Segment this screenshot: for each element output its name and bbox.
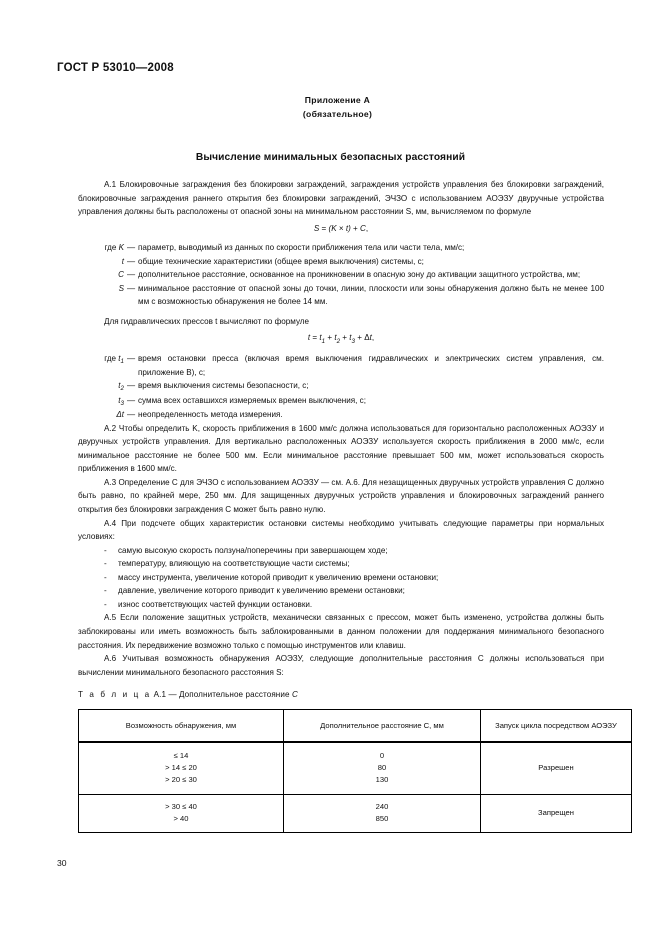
definition-item <box>78 268 604 282</box>
paragraph-a6: А.6 Учитывая возможность обнаружения АОЭЗУ, следующие дополнительные расстояния C должны использоваться при вычислении минимального безопасного расстояния S: <box>78 654 604 677</box>
bullet-dash: - <box>104 586 107 596</box>
table-row <box>79 795 632 833</box>
bullet-dash: - <box>104 559 107 569</box>
definition-symbol: $t_3$ <box>118 395 124 407</box>
list-item <box>78 557 604 571</box>
definition-text: время остановки пресса (включая время выключения гидравлических и электрических систем управления, см. приложение В), с; <box>138 354 604 377</box>
hydraulic-intro <box>78 315 604 329</box>
cell-detection <box>79 795 284 833</box>
annex-label: Приложение А <box>304 95 371 105</box>
hydraulic-intro-text: Для гидравлических прессов t вычисляют по формуле <box>104 316 310 326</box>
page-number: 30 <box>57 858 67 868</box>
list-item <box>78 584 604 598</box>
annex-heading <box>0 93 661 121</box>
definition-dash: — <box>126 283 136 293</box>
definition-list-s <box>78 239 604 309</box>
table-caption-prefix: Т а б л и ц а <box>78 690 152 699</box>
list-item <box>78 571 604 585</box>
list-item-text: износ соответствующих частей функции остановки. <box>118 599 313 609</box>
definition-text: общие технические характеристики (общее время выключения) системы, с; <box>138 256 424 266</box>
cell-distance <box>284 742 481 795</box>
definition-item <box>78 408 604 422</box>
cell-detection <box>79 742 284 795</box>
definition-text: неопределенность метода измерения. <box>138 410 283 420</box>
cell-value: 240 <box>375 801 389 811</box>
table-caption <box>78 690 298 699</box>
definition-text: время выключения системы безопасности, с; <box>138 381 309 391</box>
body-content <box>78 178 604 679</box>
table-header-row <box>79 710 632 743</box>
table-body <box>79 742 632 833</box>
definition-symbol: где K <box>104 243 124 253</box>
definition-symbol: где $t_1$ <box>104 354 124 366</box>
cell-cycle: Разрешен <box>481 742 632 795</box>
list-item-text: самую высокую скорость ползуна/поперечины при завершающем ходе; <box>118 545 388 555</box>
cell-value: 0 <box>379 750 385 760</box>
definition-item <box>78 241 604 255</box>
definition-dash: — <box>126 270 136 280</box>
table-caption-number: А.1 <box>153 690 167 699</box>
bullet-dash: - <box>104 572 107 582</box>
standard-number-header: ГОСТ Р 53010—2008 <box>57 62 174 74</box>
definition-dash: — <box>126 354 136 364</box>
cell-distance <box>284 795 481 833</box>
cell-value: 80 <box>377 762 387 772</box>
definition-list-t <box>78 350 604 422</box>
definition-item <box>78 352 604 379</box>
definition-dash: — <box>126 381 136 391</box>
definition-text: параметр, выводимый из данных по скорости приближения тела или части тела, мм/с; <box>138 243 465 253</box>
cell-value: > 14 ≤ 20 <box>165 762 197 772</box>
list-item-text: массу инструмента, увеличение которой приводит к увеличению времени остановки; <box>118 572 439 582</box>
definition-dash: — <box>126 395 136 405</box>
formula-s: S = (K × t) + C, <box>313 223 369 233</box>
cell-cycle: Запрещен <box>481 795 632 833</box>
paragraph-a5: А.5 Если положение защитных устройств, механически связанных с прессом, может быть изменено, устройства должны быть заблокированы или иметь возможность быть заблокированными в данном положении для поддержания минимального безопасного расстояния. Их передвижение возможно только с помощью инструментов или клавиш. <box>78 613 604 650</box>
definition-dash: — <box>126 243 136 253</box>
paragraph-a3: А.3 Определение C для ЭЧЗО с использованием АОЭЗУ — см. А.6. Для незащищенных двуручных устройств управления C должно быть равно, по крайней мере, 250 мм. Для защищенных двуручных устройств управления и блокировочных заграждений раннего открытия без блокировки заграждения C может быть равно нулю. <box>78 477 604 515</box>
cell-value: > 30 ≤ 40 <box>165 801 197 811</box>
column-header-detection: Возможность обнаружения, мм <box>79 710 284 743</box>
list-item-text: температуру, влияющую на соответствующие части системы; <box>118 559 350 569</box>
definition-text: дополнительное расстояние, основанное на проникновении в опасную зону до активации защитного устройства, мм; <box>138 270 581 280</box>
table-header <box>79 710 632 743</box>
paragraph-a4: А.4 При подсчете общих характеристик остановки системы необходимо учитывать следующие параметры при нормальных условиях: <box>78 518 604 542</box>
table-row <box>79 742 632 795</box>
definition-item <box>78 255 604 269</box>
table-caption-dash: — <box>168 690 177 699</box>
column-header-distance: Дополнительное расстояние C, мм <box>284 710 481 743</box>
cell-value: > 20 ≤ 30 <box>165 775 197 785</box>
definition-symbol: S <box>118 283 124 293</box>
definition-symbol: C <box>118 270 124 280</box>
definition-symbol: $t_2$ <box>118 381 124 393</box>
paragraph-a1: А.1 Блокировочные заграждения без блокировки заграждений, заграждения устройств управления без блокировки заграждений, блокировочные заграждения раннего открытия без блокировки заграждений, ЭЧЗО с использованием АОЭЗУ двуручные устройства управления должны быть расположены от опасной зоны на минимальном расстоянии S, мм, вычисляемом по формуле <box>78 180 604 217</box>
definition-text: сумма всех оставшихся измеряемых времен выключения, с; <box>138 395 366 405</box>
definition-dash: — <box>126 256 136 266</box>
cell-value: 850 <box>375 814 389 823</box>
definition-symbol: t <box>121 256 124 266</box>
cell-value: 130 <box>375 775 389 785</box>
additional-distance-table <box>78 709 632 833</box>
a4-bullet-list <box>78 544 604 612</box>
definition-item <box>78 282 604 309</box>
definition-item <box>78 379 604 394</box>
list-item <box>78 544 604 558</box>
annex-status: (обязательное) <box>302 109 373 119</box>
list-item <box>78 598 604 612</box>
definition-item <box>78 394 604 409</box>
list-item-text: давление, увеличение которого приводит к увеличению времени остановки; <box>118 586 405 596</box>
definition-symbol: Δt <box>116 410 124 420</box>
cell-value: ≤ 14 <box>173 750 189 760</box>
page-title: Вычисление минимальных безопасных расстояний <box>195 152 466 163</box>
table-caption-text: Дополнительное расстояние C <box>179 690 298 699</box>
bullet-dash: - <box>104 545 107 555</box>
paragraph-a2: А.2 Чтобы определить K, скорость приближения в 1600 мм/с должна использоваться для горизонтально расположенных АОЭЗУ и двуручных устройств управления. Для вертикально расположенных АОЭЗУ используется скорость приближения в 2000 мм/с, если минимальное расстояние не более 500 мм. Если минимальное расстояние превышает 500 мм, может использоваться скорость приближения в 1600 мм/с. <box>78 423 604 474</box>
column-header-cycle: Запуск цикла посредством АОЭЗУ <box>481 710 632 743</box>
definition-dash: — <box>126 410 136 420</box>
bullet-dash: - <box>104 599 107 609</box>
definition-text: минимальное расстояние от опасной зоны до точки, линии, плоскости или зоны обнаружения должно быть не менее 100 мм с возможностью обнаружения не более 14 мм. <box>138 283 604 307</box>
formula-t: $t = t_1 + t_2 + t_3 + \Delta t$, <box>307 333 375 345</box>
cell-value: > 40 <box>173 814 189 823</box>
